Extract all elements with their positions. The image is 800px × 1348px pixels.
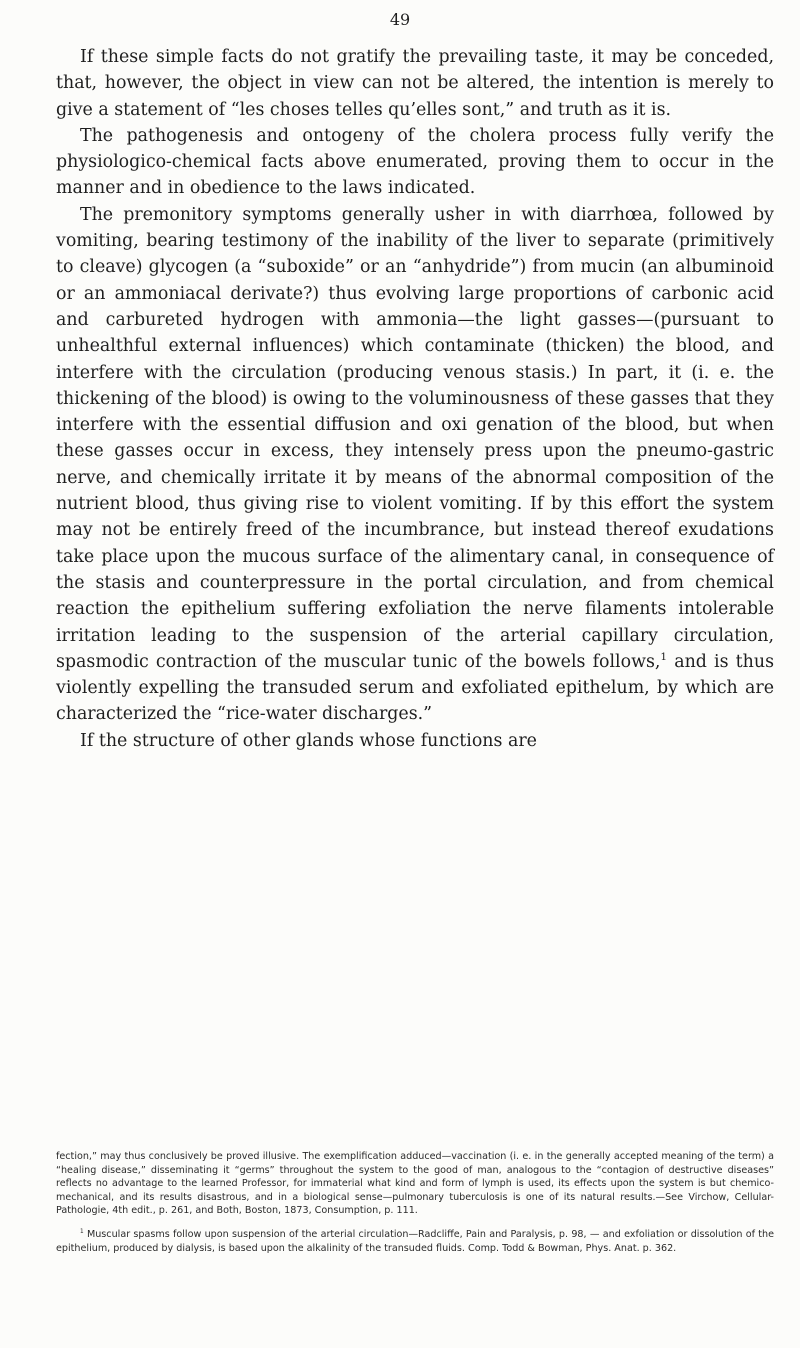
paragraph-4: If the structure of other glands whose functions are <box>80 730 537 751</box>
paragraph-3-text: The premonitory symptoms generally usher in with diarrhœa, followed by vomiting, bearing testimony of the inability of the liver to separate (primitively to cleave) glycogen (a “suboxide” or an “anhydride”) from mucin (an albuminoid or an ammoniacal derivate?) thus evolving large proportions of carbonic acid and carbureted hydrogen with ammonia—the light gasses—(pursuant to unhealthful external influences) which contaminate (thicken) the blood, and interfere with the circulation (producing venous stasis.) In part, it (i. e. the thickening of the blood) is owing to the voluminousness of these gasses that they interfere with the essential diffusion and oxi genation of the blood, but when these gasses occur in excess, they intensely press upon the pneumo-gastric nerve, and chemically irritate it by means of the abnormal composition of the nutrient blood, thus giving rise to violent vomiting. If by this effort the system may not be entirely freed of the incumbrance, but instead thereof exudations take place upon the mucous surface of the alimentary canal, in consequence of the stasis and counterpressure in the portal circulation, and from chemical reaction the epithelium suffering exfoliation the nerve filaments intolerable irritation leading to the suspension of the arterial capillary circulation, spasmodic contraction of the muscular tunic of the bowels follows, <box>56 204 774 672</box>
footnote-1 <box>56 1228 774 1255</box>
footnotes <box>56 1150 774 1255</box>
footnote-reference: 1 <box>660 651 668 664</box>
footnote-1-text: Muscular spasms follow upon suspension of the arterial circulation—Radcliffe, Pain and Paralysis, p. 98, — and exfoliation or dissolution of the epithelium, produced by dialysis, is based upon the alkalinity of the transuded fluids. Comp. Todd & Bowman, Phys. Anat. p. 362. <box>56 1228 774 1254</box>
page-number: 49 <box>389 10 411 29</box>
footnote-continued: fection,” may thus conclusively be proved illusive. The exemplification adduced—vaccination (i. e. in the generally accepted meaning of the term) a “healing disease,” disseminating it “germs” throughout the system to the good of man, analogous to the “contagion of destructive diseases” reflects no advantage to the learned Professor, for immaterial what kind and form of lymph is used, its effects upon the system is but chemico-mechanical, and its results disastrous, and in a biological sense—pulmonary tuberculosis is one of its natural results.—See Virchow, Cellular-Pathologie, 4th edit., p. 261, and Both, Boston, 1873, Consumption, p. 111. <box>56 1151 774 1217</box>
paragraph-3 <box>56 202 774 728</box>
paragraph-3-text-continued: and is thus violently expelling the transuded serum and exfoliated epithelum, by which are characterized the “rice-water discharges.” <box>56 651 774 725</box>
paragraph-1: If these simple facts do not gratify the prevailing taste, it may be conceded, that, however, the object in view can not be altered, the intention is merely to give a statement of “les choses telles qu’elles sont,” and truth as it is. <box>56 47 774 120</box>
footnote-marker: 1 <box>80 1228 84 1235</box>
paragraph-2: The pathogenesis and ontogeny of the cholera process fully verify the physiologico-chemical facts above enumerated, proving them to occur in the manner and in obedience to the laws indicated. <box>56 125 774 199</box>
main-text <box>56 44 774 754</box>
